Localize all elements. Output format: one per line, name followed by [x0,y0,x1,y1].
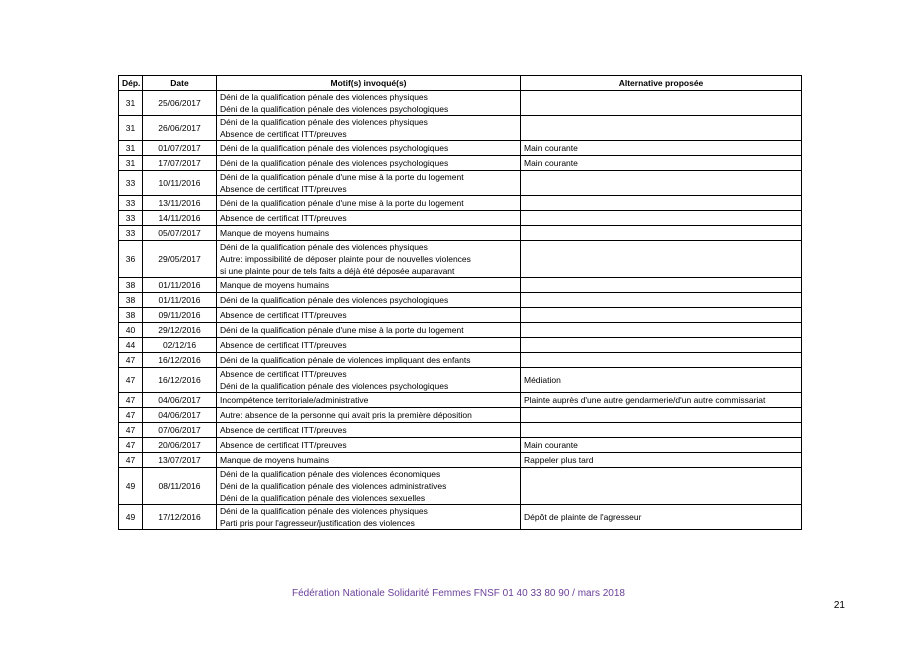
cell-alternative [521,171,802,196]
header-date: Date [143,76,217,91]
cell-date: 17/12/2016 [143,505,217,530]
cell-motifs [217,211,521,226]
motif-line: Parti pris pour l'agresseur/justification des violences [220,518,415,528]
table-row [119,438,802,453]
cell-dep: 33 [119,196,143,211]
cell-dep: 33 [119,211,143,226]
cell-dep: 36 [119,241,143,278]
motif-line: Manque de moyens humains [220,455,330,465]
header-alternative: Alternative proposée [521,76,802,91]
cell-alternative: Main courante [521,141,802,156]
motif-line: Déni de la qualification pénale des violences psychologiques [220,104,449,114]
motif-line: Déni de la qualification pénale des violences économiques [220,469,441,479]
cell-dep: 38 [119,308,143,323]
cell-dep: 49 [119,505,143,530]
motif-line: Déni de la qualification pénale des violences psychologiques [220,158,449,168]
motif-line: Déni de la qualification pénale des violences physiques [220,117,428,127]
cell-motifs [217,226,521,241]
table-row [119,408,802,423]
motif-line: Incompétence territoriale/administrative [220,395,369,405]
cell-motifs [217,453,521,468]
cell-motifs [217,353,521,368]
motif-line: Déni de la qualification pénale des violences psychologiques [220,143,449,153]
motif-line: Déni de la qualification pénale des violences psychologiques [220,295,449,305]
cell-alternative [521,226,802,241]
cell-date: 09/11/2016 [143,308,217,323]
motif-line: Manque de moyens humains [220,280,330,290]
cell-motifs [217,171,521,196]
cell-date: 01/11/2016 [143,278,217,293]
cell-motifs [217,423,521,438]
motif-line: Déni de la qualification pénale des violences administratives [220,481,447,491]
cell-date: 29/05/2017 [143,241,217,278]
cell-dep: 47 [119,368,143,393]
cell-date: 05/07/2017 [143,226,217,241]
cell-motifs [217,408,521,423]
cell-dep: 47 [119,408,143,423]
motif-line: Absence de certificat ITT/preuves [220,310,347,320]
table-row [119,393,802,408]
cell-dep: 44 [119,338,143,353]
motif-line: Absence de certificat ITT/preuves [220,440,347,450]
cell-dep: 33 [119,171,143,196]
motif-line: Déni de la qualification pénale de violences impliquant des enfants [220,355,471,365]
table-row [119,141,802,156]
cell-date: 10/11/2016 [143,171,217,196]
cell-date: 16/12/2016 [143,368,217,393]
cell-motifs [217,91,521,116]
table-row [119,323,802,338]
cell-motifs [217,323,521,338]
table-row [119,226,802,241]
cell-alternative [521,323,802,338]
cell-date: 29/12/2016 [143,323,217,338]
cell-alternative [521,468,802,505]
cell-dep: 38 [119,293,143,308]
motif-line: Autre: absence de la personne qui avait pris la première déposition [220,410,472,420]
cell-dep: 38 [119,278,143,293]
cell-date: 04/06/2017 [143,408,217,423]
table-row [119,171,802,196]
footer-text: Fédération Nationale Solidarité Femmes FNSF 01 40 33 80 90 / mars 2018 [292,588,625,599]
cell-motifs [217,468,521,505]
table-row [119,116,802,141]
motif-line: Déni de la qualification pénale des violences sexuelles [220,493,426,503]
cell-alternative: Médiation [521,368,802,393]
table-row [119,278,802,293]
cell-alternative [521,293,802,308]
table-row [119,505,802,530]
cell-alternative: Main courante [521,438,802,453]
cell-alternative [521,241,802,278]
motif-line: Autre: impossibilité de déposer plainte pour de nouvelles violences [220,254,471,264]
cell-alternative [521,196,802,211]
cell-alternative [521,211,802,226]
cell-dep: 31 [119,91,143,116]
cell-dep: 47 [119,353,143,368]
cell-motifs [217,156,521,171]
cell-alternative: Rappeler plus tard [521,453,802,468]
cell-motifs [217,338,521,353]
motif-line: Absence de certificat ITT/preuves [220,369,347,379]
cell-alternative [521,116,802,141]
cell-alternative [521,408,802,423]
table-header-row [119,76,802,91]
cell-date: 08/11/2016 [143,468,217,505]
motif-line: Déni de la qualification pénale des violences physiques [220,92,428,102]
motif-line: Déni de la qualification pénale des violences physiques [220,506,428,516]
page-number: 21 [833,600,845,611]
cell-dep: 31 [119,141,143,156]
cell-dep: 47 [119,438,143,453]
motif-line: Déni de la qualification pénale d'une mise à la porte du logement [220,325,464,335]
motif-line: Déni de la qualification pénale des violences psychologiques [220,381,449,391]
cell-date: 02/12/16 [143,338,217,353]
cell-date: 25/06/2017 [143,91,217,116]
cell-motifs [217,393,521,408]
cell-motifs [217,196,521,211]
cell-motifs [217,116,521,141]
motif-line: Déni de la qualification pénale des violences physiques [220,242,428,252]
cell-motifs [217,505,521,530]
motif-line: Déni de la qualification pénale d'une mise à la porte du logement [220,198,464,208]
table-row [119,293,802,308]
cell-alternative: Plainte auprès d'une autre gendarmerie/d'un autre commissariat [521,393,802,408]
cell-motifs [217,293,521,308]
cell-dep: 40 [119,323,143,338]
table-body [119,91,802,530]
motif-line: Absence de certificat ITT/preuves [220,425,347,435]
motif-line: Absence de certificat ITT/preuves [220,184,347,194]
cell-motifs [217,308,521,323]
cell-dep: 47 [119,393,143,408]
cell-alternative [521,423,802,438]
cell-dep: 49 [119,468,143,505]
cell-dep: 31 [119,156,143,171]
cell-motifs [217,278,521,293]
cell-date: 01/11/2016 [143,293,217,308]
cell-date: 20/06/2017 [143,438,217,453]
motif-line: Manque de moyens humains [220,228,330,238]
cell-motifs [217,368,521,393]
cell-alternative [521,278,802,293]
cell-dep: 47 [119,453,143,468]
table-row [119,453,802,468]
table-row [119,338,802,353]
motif-line: Absence de certificat ITT/preuves [220,213,347,223]
header-motifs: Motif(s) invoqué(s) [217,76,521,91]
cell-date: 13/07/2017 [143,453,217,468]
table-row [119,423,802,438]
table-row [119,196,802,211]
motif-line: Déni de la qualification pénale d'une mise à la porte du logement [220,172,464,182]
table-row [119,211,802,226]
table-row [119,308,802,323]
cell-motifs [217,141,521,156]
table-row [119,156,802,171]
table-row [119,368,802,393]
cell-dep: 47 [119,423,143,438]
complaints-table [118,75,802,530]
cell-date: 04/06/2017 [143,393,217,408]
cell-motifs [217,241,521,278]
cell-date: 16/12/2016 [143,353,217,368]
cell-date: 07/06/2017 [143,423,217,438]
table-row [119,241,802,278]
header-dep: Dép. [119,76,143,91]
cell-date: 14/11/2016 [143,211,217,226]
cell-date: 26/06/2017 [143,116,217,141]
cell-alternative [521,308,802,323]
cell-dep: 31 [119,116,143,141]
table-row [119,353,802,368]
cell-motifs [217,438,521,453]
motif-line: si une plainte pour de tels faits a déjà été déposée auparavant [220,266,455,276]
motif-line: Absence de certificat ITT/preuves [220,129,347,139]
cell-alternative: Main courante [521,156,802,171]
table-row [119,468,802,505]
cell-date: 13/11/2016 [143,196,217,211]
motif-line: Absence de certificat ITT/preuves [220,340,347,350]
cell-alternative [521,353,802,368]
cell-alternative [521,338,802,353]
cell-alternative [521,91,802,116]
cell-date: 01/07/2017 [143,141,217,156]
cell-date: 17/07/2017 [143,156,217,171]
cell-dep: 33 [119,226,143,241]
cell-alternative: Dépôt de plainte de l'agresseur [521,505,802,530]
table-row [119,91,802,116]
